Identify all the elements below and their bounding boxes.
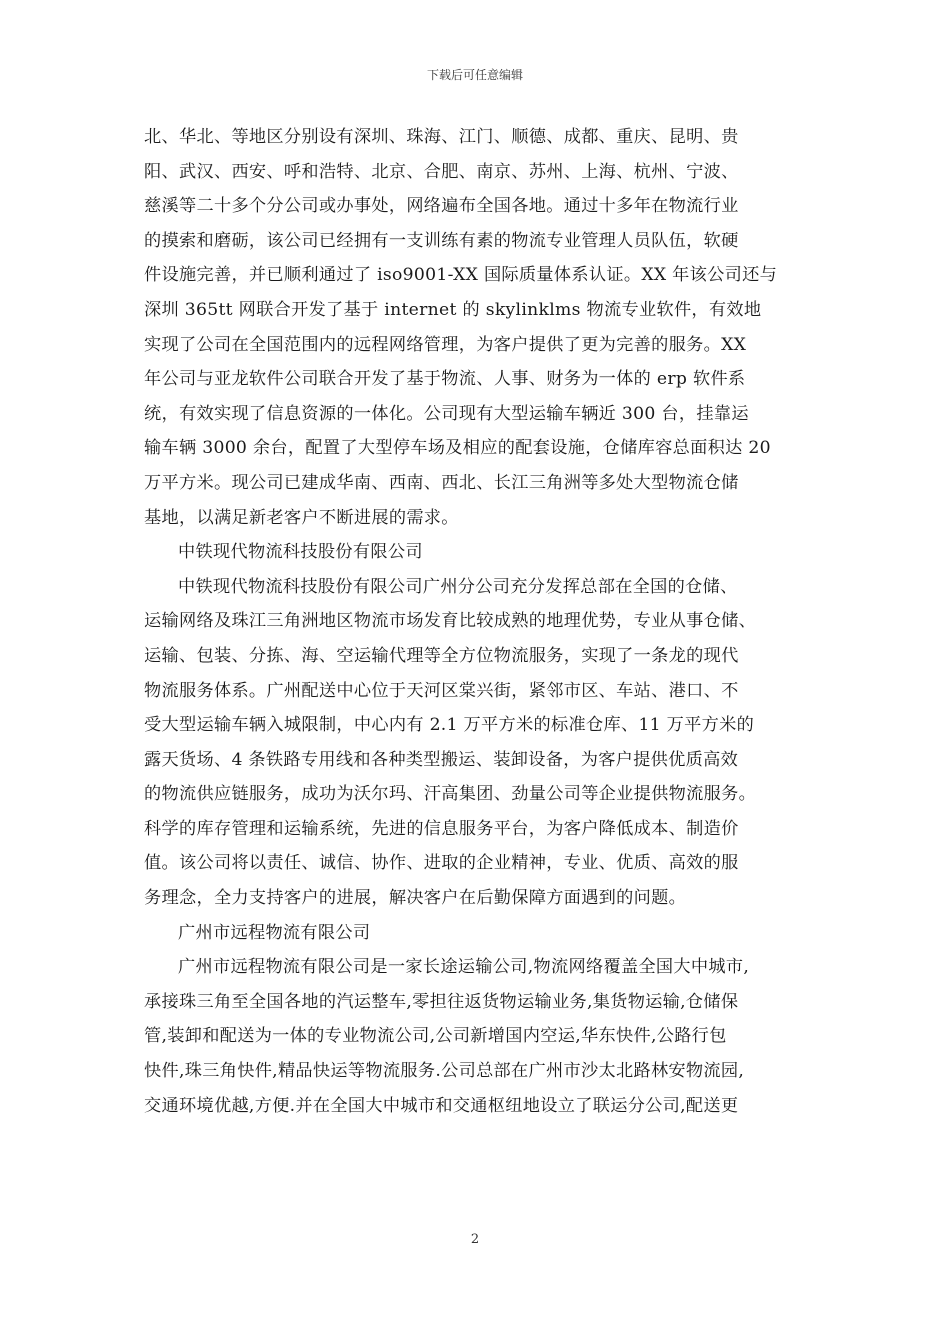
text-line: 输车辆 3000 余台，配置了大型停车场及相应的配套设施，仓储库容总面积达 20 xyxy=(144,438,771,459)
page-number: 2 xyxy=(470,1232,480,1247)
text-line: 露天货场、4 条铁路专用线和各种类型搬运、装卸设备，为客户提供优质高效 xyxy=(144,749,739,770)
text-line: 运输网络及珠江三角洲地区物流市场发育比较成熟的地理优势，专业从事仓储、 xyxy=(144,611,757,632)
document-body xyxy=(144,120,812,1123)
text-line: 慈溪等二十多个分公司或办事处，网络遍布全国各地。通过十多年在物流行业 xyxy=(144,196,739,217)
text-line: 快件,珠三角快件,精品快运等物流服务.公司总部在广州市沙太北路林安物流园, xyxy=(144,1061,745,1082)
text-line: 运输、包装、分拣、海、空运输代理等全方位物流服务，实现了一条龙的现代 xyxy=(144,645,739,666)
text-line: 基地，以满足新老客户不断进展的需求。 xyxy=(144,507,459,528)
text-line: 北、华北、等地区分别设有深圳、珠海、江门、顺德、成都、重庆、昆明、贵 xyxy=(144,127,739,147)
text-line: 阳、武汉、西安、呼和浩特、北京、合肥、南京、苏州、上海、杭州、宁波、 xyxy=(144,161,739,182)
text-line: 中铁现代物流科技股份有限公司 xyxy=(178,542,423,563)
text-line: 中铁现代物流科技股份有限公司广州分公司充分发挥总部在全国的仓储、 xyxy=(178,576,738,597)
text-line: 管,装卸和配送为一体的专业物流公司,公司新增国内空运,华东快件,公路行包 xyxy=(144,1026,727,1047)
text-line: 深圳 365tt 网联合开发了基于 internet 的 skylinklms 物流专业软件，有效地 xyxy=(144,299,762,320)
text-line: 值。该公司将以责任、诚信、协作、进取的企业精神，专业、优质、高效的服 xyxy=(144,853,739,874)
text-line: 万平方米。现公司已建成华南、西南、西北、长江三角洲等多处大型物流仓储 xyxy=(144,472,739,493)
text-line: 务理念，全力支持客户的进展，解决客户在后勤保障方面遇到的问题。 xyxy=(144,888,687,909)
text-line: 件设施完善，并已顺利通过了 iso9001-XX 国际质量体系认证。XX 年该公司还与 xyxy=(144,265,778,286)
text-line: 的物流供应链服务，成功为沃尔玛、汗高集团、劲量公司等企业提供物流服务。 xyxy=(144,784,757,805)
text-line: 受大型运输车辆入城限制，中心内有 2.1 万平方米的标准仓库、11 万平方米的 xyxy=(144,715,755,736)
text-line: 广州市远程物流有限公司是一家长途运输公司,物流网络覆盖全国大中城市, xyxy=(178,957,750,978)
text-line: 统，有效实现了信息资源的一体化。公司现有大型运输车辆近 300 台，挂靠运 xyxy=(144,403,749,424)
text-line: 实现了公司在全国范围内的远程网络管理，为客户提供了更为完善的服务。XX xyxy=(144,334,747,355)
page-header: 下载后可任意编辑 xyxy=(426,68,523,82)
text-line: 交通环境优越,方便.并在全国大中城市和交通枢纽地设立了联运分公司,配送更 xyxy=(144,1095,739,1116)
text-line: 年公司与亚龙软件公司联合开发了基于物流、人事、财务为一体的 erp 软件系 xyxy=(144,369,746,390)
text-line: 的摸索和磨砺，该公司已经拥有一支训练有素的物流专业管理人员队伍，软硬 xyxy=(144,230,739,251)
text-line: 科学的库存管理和运输系统，先进的信息服务平台，为客户降低成本、制造价 xyxy=(144,818,739,839)
text-line: 广州市远程物流有限公司 xyxy=(178,922,371,943)
text-line: 物流服务体系。广州配送中心位于天河区棠兴街，紧邻市区、车站、港口、不 xyxy=(144,680,739,701)
text-line: 承接珠三角至全国各地的汽运整车,零担往返货物运输业务,集货物运输,仓储保 xyxy=(144,991,739,1012)
